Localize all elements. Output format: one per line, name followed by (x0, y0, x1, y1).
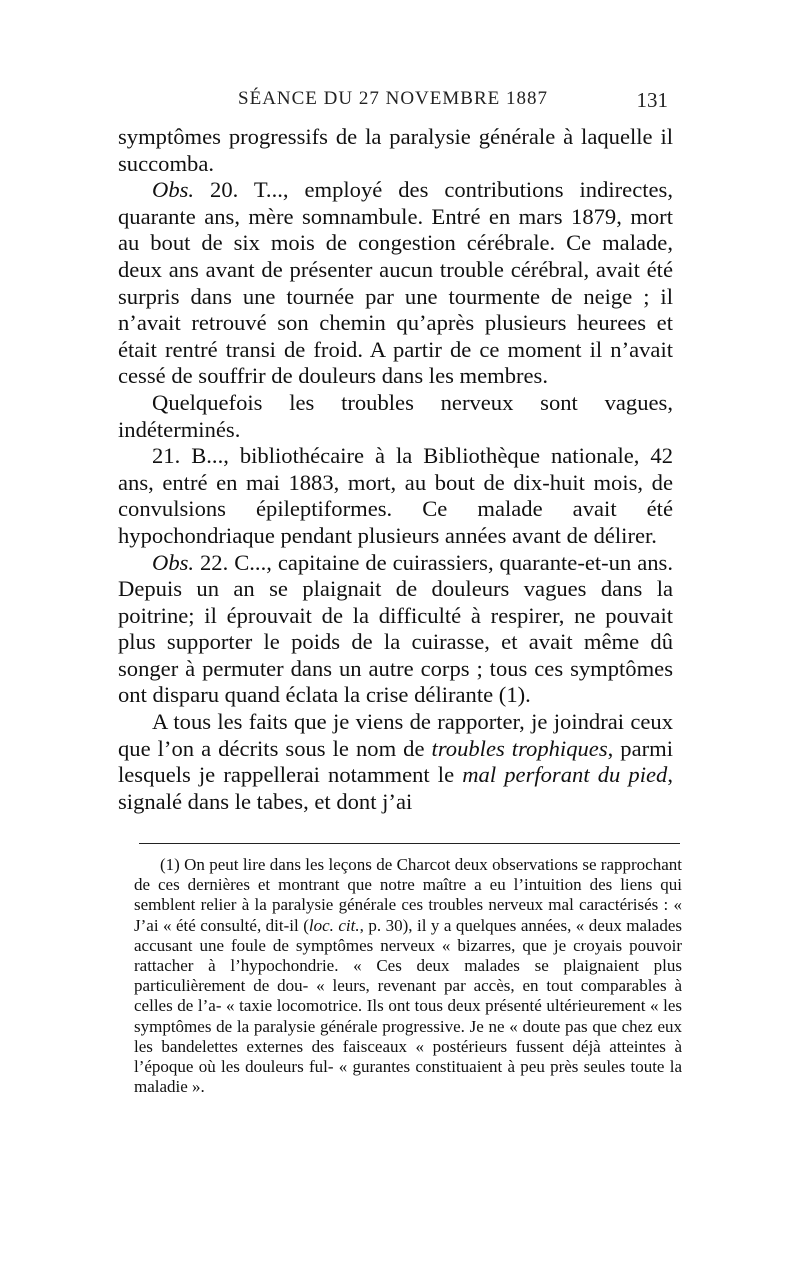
footnote-text: , p. 30), il y a quelques années, « deux malades accusant une foule de symptômes nerveux « bizarres, que je croyais pouvoir rattacher à l’hypochondrie. « Ces deux malades se plaignaient plus particulièrement de dou- « leurs, revenant par accès, en tout comparables à celles de l’a- « taxie locomotrice. Ils ont tous deux présenté ultérieurement « les symptômes de la paralysie générale progressive. Je ne « doute pas que chez eux les bandelettes externes des faisceaux « postérieurs fussent déjà atteintes à l’époque où les douleurs ful- « gurantes constituaient à peu près seules toute la maladie ». (134, 915, 682, 1097)
paragraph-text: 20. T..., employé des contributions indirectes, quarante ans, mère somnambule. Entré en mars 1879, mort au bout de six mois de congestion cérébrale. Ce malade, deux ans avant de présenter aucun trouble cérébral, avait été surpris dans une tournée par une tourmente de neige ; il n’avait retrouvé son chemin qu’après plusieurs heurees et était rentré transi de froid. A partir de ce moment il n’avait cessé de souffrir de douleurs dans les membres. (118, 177, 673, 389)
observation-22 (118, 550, 673, 710)
running-head: SÉANCE DU 27 NOVEMBRE 1887 (238, 88, 548, 109)
paragraph-continuation (118, 124, 673, 177)
paragraph-text: A tous les faits que je viens de rapporter, je joindrai ceux que l’on a décrits sous le nom de (118, 709, 673, 761)
observation-21 (118, 443, 673, 549)
paragraph-text: symptômes progressifs de la paralysie générale à laquelle il succomba. (118, 124, 673, 176)
main-text (118, 124, 673, 815)
paragraph-text: Quelquefois les troubles nerveux sont vagues, indéterminés. (118, 389, 673, 442)
page-number: 131 (636, 88, 668, 112)
page-header (118, 88, 668, 118)
paragraph-text: 21. B..., bibliothécaire à la Bibliothèque nationale, 42 ans, entré en mai 1883, mort, au bout de dix-huit mois, de convulsions épileptiformes. Ce malade avait été hypochondriaque pendant plusieurs années avant de délirer. (118, 443, 673, 548)
paragraph-text: , parmi lesquels je rappellerai notamment le (118, 735, 674, 788)
paragraph-text: , signalé dans le tabes, et dont j’ai (118, 762, 673, 814)
footnote-rule (139, 843, 680, 844)
observation-20 (118, 177, 673, 390)
paragraph-vague-troubles (118, 390, 673, 443)
obs-label: Obs. (152, 177, 195, 203)
footnote-text: (1) On peut lire dans les leçons de Charcot deux observations se rapprochant de ces dernières et montrant que notre maître a eu l’intuition des liens qui semblent relier à la paralysie générale ces troubles nerveux mal caractérisés : « J’ai « été consulté, dit-il ( (134, 855, 682, 935)
paragraph-text: 22. C..., capitaine de cuirassiers, quarante-et-un ans. Depuis un an se plaignait de douleurs vagues dans la poitrine; il éprouvait de la difficulté à respirer, ne pouvait plus supporter le poids de la cuirasse, et avait même dû songer à permuter dans un autre corps ; tous ces symptômes ont disparu quand éclata la crise délirante (1). (118, 549, 673, 708)
obs-label: Obs. (152, 549, 195, 575)
footnote-italic-loc-cit: loc. cit. (308, 915, 360, 935)
paragraph-trophic-troubles (118, 709, 673, 815)
italic-term-mal-perforant: mal perforant du pied (462, 762, 668, 788)
footnote (134, 855, 682, 1097)
italic-term-troubles-trophiques: troubles trophiques (431, 735, 608, 761)
footnote-1 (134, 855, 682, 1097)
